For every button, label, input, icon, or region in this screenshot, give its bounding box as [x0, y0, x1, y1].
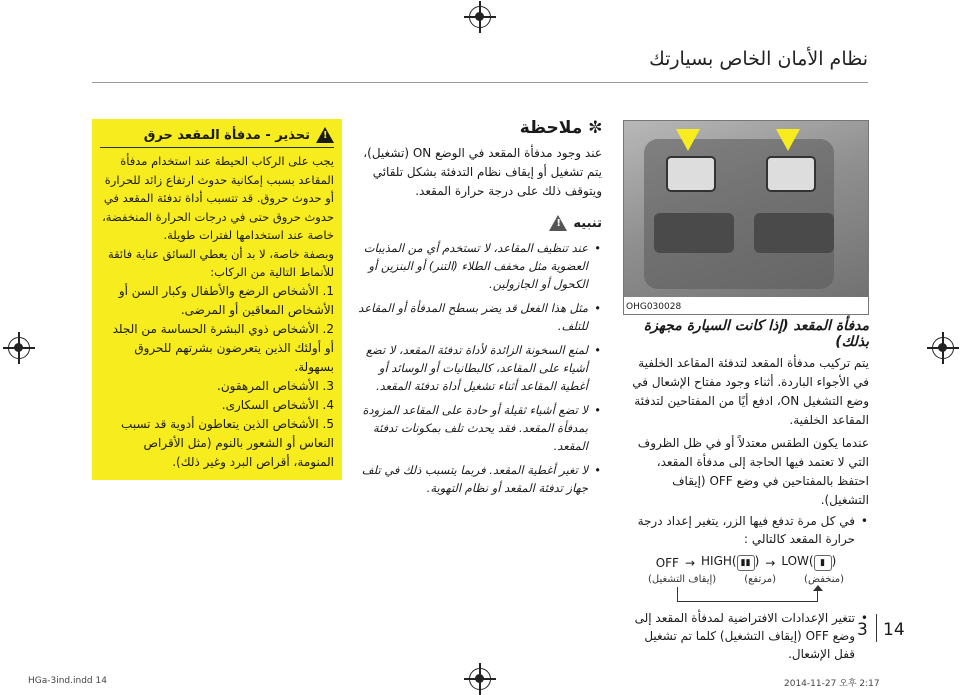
window-switch-shape-right: [754, 213, 834, 253]
seq-label-low: (منخفض): [804, 574, 844, 585]
arrow-right-icon: →: [684, 555, 696, 570]
registration-mark-right: [932, 337, 954, 359]
registration-mark-bottom: [469, 668, 491, 690]
caution-bullet-2: • لمنع السخونة الزائدة لأداة تدفئة المقعد، لا تضع أشياء على المقاعد، كالبطانيات أو الوسائد أو أغطية المقاعد أثناء تشغيل أداة تدفئة المقعد.: [356, 341, 588, 395]
warning-item-2: 2. الأشخاص ذوي البشرة الحساسة من الجلد أو أولئك الذين يتعرضون بشرتهم للحروق بسهولة.: [112, 321, 334, 374]
caution-bullet-4: • لا تغير أغطية المقعد. فربما يتسبب ذلك في تلف جهاز تدفئة المقعد أو نظام التهوية.: [356, 461, 588, 497]
header-rule: [92, 82, 868, 83]
right-switch-shape: [766, 156, 816, 192]
warning-triangle-icon: !: [316, 127, 334, 143]
caution-bullet-1: • عند تنظيف المقاعد، لا تستخدم أي من المذيبات العضوية مثل مخفف الطلاء (التنر) أو البنزين أو الكحول أو الجازولين.: [356, 239, 588, 293]
return-arrow: [623, 585, 869, 609]
registration-mark-left: [8, 337, 30, 359]
caution-bullet-1b: • مثل هذا الفعل قد يضر بسطح المدفأة أو المقاعد للتلف.: [356, 299, 588, 335]
seat-heater-title: مدفأة المقعد (إذا كانت السيارة مجهزة بذلك): [643, 318, 869, 350]
seat-heater-bullet-1: • في كل مرة تدفع فيها الزر، يتغير إعداد درجة حرارة المقعد كالتالي :: [623, 512, 855, 548]
seat-heater-bullet-2: • تتغير الإعدادات الافتراضية لمدفأة المقعد إلى وضع OFF (إيقاف التشغيل) كلما تم تشغيل قفل الإشعال.: [623, 609, 855, 663]
warning-title: تحذير - مدفأة المقعد حرق: [143, 127, 310, 143]
page-number: 14: [883, 620, 905, 640]
warning-item-1: 1. الأشخاص الرضع والأطفال وكبار السن أو الأشخاص المعاقين أو المرضى.: [118, 283, 334, 317]
arrow-right-icon: →: [765, 555, 776, 570]
heat-sequence: [623, 554, 869, 571]
warning-title-rule: [100, 147, 334, 148]
seat-button-high-icon: ▮▮: [737, 555, 755, 571]
notice-title-row: [356, 118, 602, 138]
footer-datetime: 2014-11-27 오후 2:17: [784, 679, 880, 689]
chapter-number: 3: [857, 620, 868, 640]
notice-title: ملاحظة: [519, 118, 583, 138]
seat-heater-section: [623, 318, 869, 669]
image-code: OHG030028: [626, 302, 682, 312]
page-header-title: نظام الأمان الخاص بسيارتك: [649, 48, 868, 70]
heat-sequence-labels: [623, 574, 869, 585]
right-arrow-indicator: [776, 129, 800, 151]
seq-high-group: HIGH( ▮▮ ): [701, 554, 759, 571]
page-number-divider: [876, 614, 877, 642]
warning-title-row: [100, 127, 334, 143]
caution-bullet-3: • لا تضع أشياء ثقيلة أو حادة على المقاعد المزودة بمدفأة المقعد. فقد يحدث تلف بمكونات تدفئة المقعد.: [356, 401, 588, 455]
warning-item-4: 4. الأشخاص السكارى.: [221, 397, 334, 412]
footer-file-slug: HGa-3ind.indd 14: [28, 676, 107, 686]
warning-item-5: 5. الأشخاص الذين يتعاطون أدوية قد تسبب النعاس أو الشعور بالنوم (مثل الأقراص المنومة، أقراص البرد وغير ذلك).: [121, 416, 334, 469]
caution-title-row: [356, 215, 602, 231]
seq-label-high: (مرتفع): [744, 574, 777, 585]
registration-mark-top: [469, 6, 491, 28]
window-switch-shape-left: [654, 213, 734, 253]
notice-paragraph: عند وجود مدفأة المقعد في الوضع ON (تشغيل)، يتم تشغيل أو إيقاف نظام التدفئة بشكل تلقائي ويتوقف ذلك على درجة حرارة المقعد.: [363, 146, 602, 198]
seat-heater-paragraph-1: يتم تركيب مدفأة المقعد لتدفئة المقاعد الخلفية في الأجواء الباردة. أثناء وجود مفتاح الإشعال في وضع التشغيل ON، ادفع أيًا من المفتاحين لتدفئة المقاعد الخلفية.: [632, 356, 869, 427]
warning-box: [92, 119, 342, 480]
asterisk-icon: ✼: [588, 118, 602, 138]
seat-button-low-icon: ▮: [814, 555, 832, 571]
caution-title: تنبيه: [573, 215, 602, 231]
seq-low-group: LOW( ▮ ): [781, 554, 836, 571]
seq-high: HIGH: [701, 554, 732, 568]
warning-item-3: 3. الأشخاص المرهقون.: [217, 378, 334, 393]
seq-low: LOW: [781, 554, 809, 568]
notice-section: [356, 118, 602, 503]
seq-off: OFF: [655, 555, 679, 570]
caution-triangle-icon: !: [549, 215, 567, 231]
left-arrow-indicator: [676, 129, 700, 151]
seq-label-off: (إيقاف التشغيل): [647, 574, 717, 585]
seat-heater-paragraph-2: عندما يكون الطقس معتدلاً أو في ظل الظروف التي لا تعتمد فيها الحاجة إلى مدفأة المقعد، احتفظ بالمفتاحين في وضع OFF (إيقاف التشغيل).: [637, 436, 869, 507]
seat-heater-switch-photo: [623, 120, 869, 315]
left-switch-shape: [666, 156, 716, 192]
warning-intro-2: وبصفة خاصة، لا بد أن يعطي السائق عناية فائقة للأنماط التالية من الركاب:: [107, 246, 334, 279]
warning-intro: يجب على الركاب الحيطة عند استخدام مدفأة المقاعد بسبب إمكانية حدوث ارتفاع زائد للحرارة أو حدوث حروق. قد تتسبب أداة تدفئة المقعد في حدوث حروق حتى في درجات الحرارة المنخفضة، خاصة عند استخدامها لفترات طويلة.: [102, 154, 334, 242]
